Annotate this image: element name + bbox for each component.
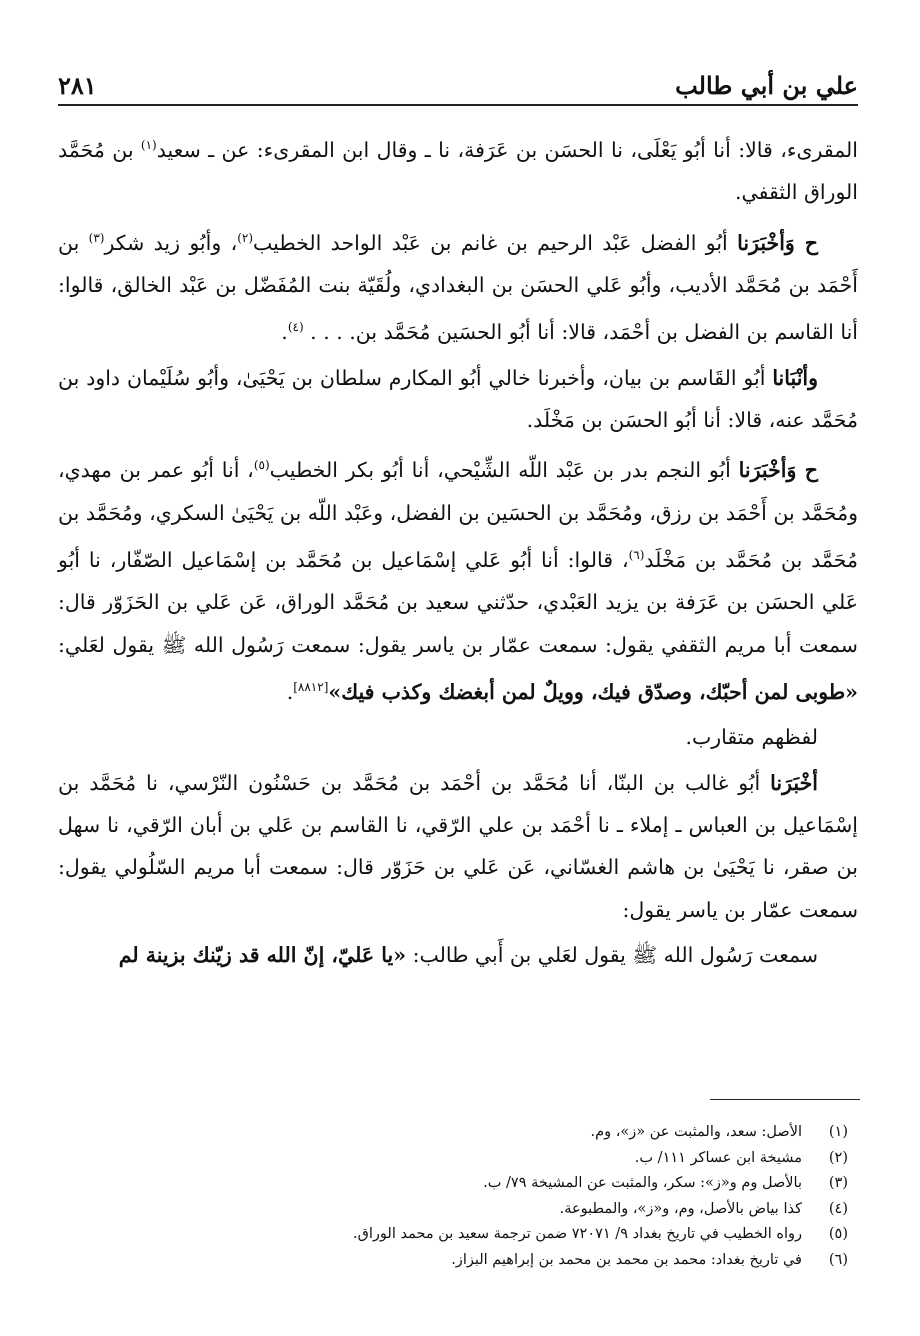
text-run: أبُو الفضل عَبْد الرحيم بن غانم بن عَبْد الواحد الخطيب	[253, 230, 738, 255]
text-run: ، وأبُو زيد شكر	[104, 230, 238, 255]
footnote-number: (٤)	[828, 1200, 848, 1217]
text-run: سمعت رَسُول الله ﷺ يقول لعَلي بن أَبي طالب:	[406, 943, 818, 968]
page-number: ٢٨١	[58, 71, 97, 100]
bold-text-run: «طوبى لمن أحبّك، وصدّق فيك، وويلٌ لمن أبغضك وكذب فيك»	[328, 679, 858, 704]
text-run: بن مُحَمَّد الوراق الثقفي.	[58, 137, 858, 205]
paragraph	[58, 934, 858, 976]
bold-text-run: «يا عَليّ، إنّ الله قد زيّنك بزينة لم	[118, 943, 407, 968]
note-marker: [٨٨١٢]	[293, 680, 329, 695]
bold-text-run: ح وَأخْبَرَنا	[738, 458, 818, 483]
paragraph	[58, 124, 858, 214]
footnote-text: كذا بياض بالأصل، وم، و«ز»، والمطبوعة.	[559, 1200, 802, 1217]
text-run: أبُو النجم بدر بن عَبْد اللّه الشِّيْحي، أنا أبُو بكر الخطيب	[269, 458, 739, 483]
text-run: أبُو غالب بن البنّا، أنا مُحَمَّد بن أحْمَد بن مُحَمَّد بن حَسْنُون النّرْسي، نا مُحَمَّد بن إسْمَاعيل بن العباس ـ إملاء ـ نا أحْمَد بن علي الرّقي، نا القاسم بن عَلي بن أبان الرّقي، نا سهل بن صقر، نا يَحْيَىٰ بن هاشم الغسّاني، عَن عَلي بن حَزَوّر قال: سمعت أبا مريم السّلُولي يقول: سمعت عمّار بن ياسر يقول:	[58, 770, 858, 922]
paragraph	[58, 444, 858, 713]
text-run: أبُو القَاسم بن بيان، وأخبرنا خالي أبُو المكارم سلطان بن يَحْيَىٰ، وأبُو سُلَيْمان داود بن مُحَمَّد عنه، قالا: أنا أبُو الحسَن بن مَخْلَد.	[58, 365, 858, 432]
footnote	[58, 1248, 848, 1274]
footnote-number: (٣)	[828, 1175, 848, 1191]
running-title: علي بن أبي طالب	[675, 71, 858, 100]
footnote	[58, 1171, 848, 1197]
running-header	[58, 60, 858, 100]
header-rule	[58, 104, 858, 106]
note-marker: (١)	[140, 138, 157, 152]
bold-text-run: وأنْبَانا	[772, 365, 818, 390]
footnote-text: رواه الخطيب في تاريخ بغداد ٩/ ٧٢٠٧١ ضمن ترجمة سعيد بن محمد الوراق.	[353, 1226, 802, 1242]
text-run: المقرىء، قالا: أنا أبُو يَعْلَى، نا الحسَن بن عَرَفة، نا ـ وقال ابن المقرىء: عن ـ سعيد	[156, 137, 858, 162]
footnote-number: (٦)	[828, 1251, 848, 1268]
footnote	[58, 1222, 848, 1248]
main-text	[58, 124, 858, 980]
footnote-number: (١)	[828, 1124, 848, 1140]
note-marker: (٦)	[628, 547, 645, 562]
bold-text-run: ح وَأخْبَرَنا	[737, 230, 818, 255]
text-run: ، قالوا: أنا أبُو عَلي إسْمَاعيل بن مُحَمَّد بن إسْمَاعيل الصّفّار، نا أبُو عَلي الحسَن بن عَرَفة بن يزيد العَبْدي، حدّثني سعيد بن مُحَمَّد الوراق، عَن عَلي بن الحَزَوّر قال: سمعت أبا مريم الثقفي يقول: سمعت عمّار بن ياسر يقول: سمعت رَسُول الله ﷺ يقول لعَلي:	[58, 547, 858, 657]
footnote-text: مشيخة ابن عساكر ١١١/ ب.	[634, 1149, 802, 1166]
note-marker: (٤)	[287, 320, 304, 335]
text-run: بن أَحْمَد بن مُحَمَّد الأديب، وأبُو عَلي الحسَن بن البغدادي، ولُقَيّة بنت المُفَضّل بن عَبْد الخالق، قالوا: أنا القاسم بن الفضل بن أحْمَد، قالا: أنا أبُو الحسَين مُحَمَّد بن. . . .	[58, 230, 858, 345]
footnote-number: (٥)	[828, 1226, 848, 1242]
paragraph	[58, 716, 858, 758]
footnote	[58, 1120, 848, 1146]
footnotes	[58, 1120, 848, 1273]
paragraph	[58, 357, 858, 442]
paragraph	[58, 217, 858, 354]
note-marker: (٥)	[253, 458, 270, 473]
footnote-text: في تاريخ بغداد: محمد بن محمد بن محمد بن إبراهيم البزاز.	[451, 1251, 802, 1268]
text-run: .	[286, 679, 294, 704]
bold-text-run: أخْبَرَنا	[770, 770, 818, 795]
text-run: ، أنا أبُو عمر بن مهدي، ومُحَمَّد بن أَحْمَد بن رزق، ومُحَمَّد بن الحسَين بن الفضل، وعَبْد اللّه بن يَحْيَىٰ السكري، ومُحَمَّد بن مُحَمَّد بن مُحَمَّد بن مَخْلَد	[58, 458, 858, 572]
note-marker: (٢)	[237, 230, 254, 245]
footnote	[58, 1197, 848, 1223]
note-marker: (٣)	[88, 230, 105, 245]
text-run: .	[281, 320, 288, 345]
paragraph	[58, 762, 858, 932]
footnote-rule	[710, 1099, 860, 1100]
footnote-text: بالأصل وم و«ز»: سكر، والمثبت عن المشيخة ٧٩/ ب.	[483, 1175, 802, 1191]
text-run: لفظهم متقارب.	[685, 725, 818, 750]
footnote-number: (٢)	[828, 1149, 848, 1166]
footnote	[58, 1146, 848, 1172]
footnote-text: الأصل: سعد، والمثبت عن «ز»، وم.	[590, 1124, 802, 1140]
